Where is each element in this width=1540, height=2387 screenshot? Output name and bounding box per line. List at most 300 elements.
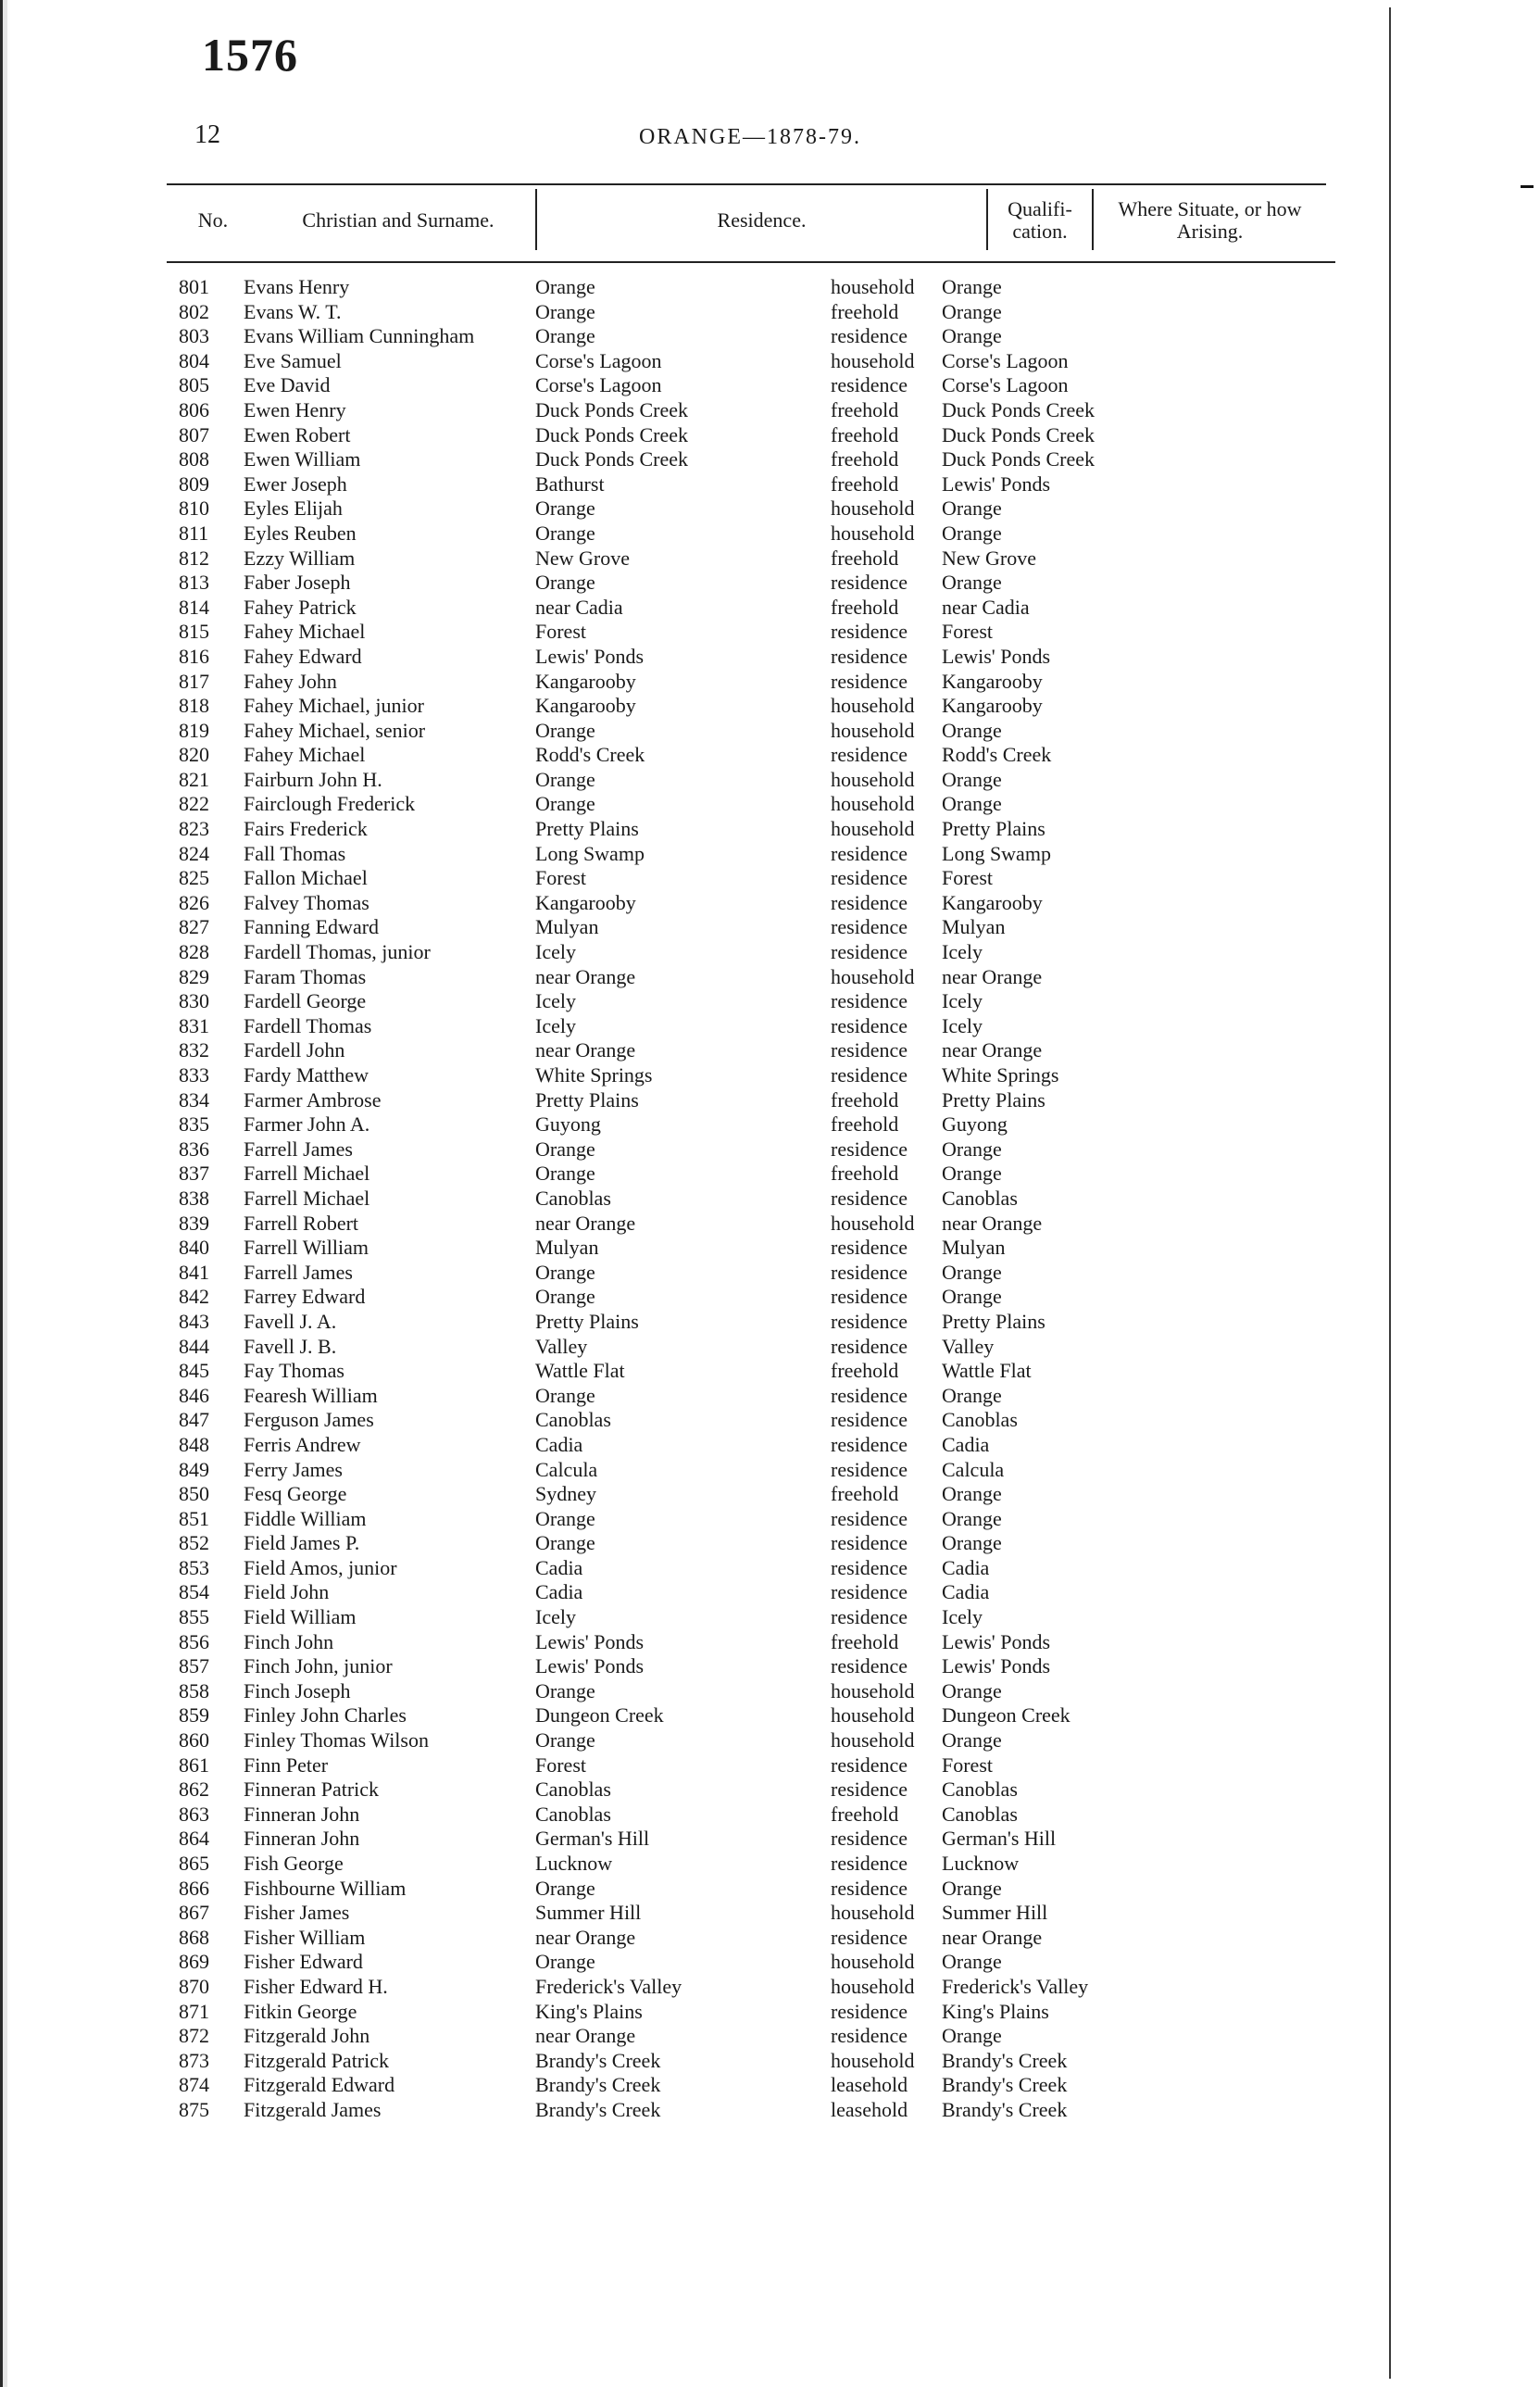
header-residence: Residence. xyxy=(717,208,807,232)
voter-name: Finch John, junior xyxy=(244,1654,393,1678)
voter-name: Fitkin George xyxy=(244,1999,357,2023)
voter-name: Faber Joseph xyxy=(244,571,351,595)
table-row xyxy=(0,2049,1389,2074)
header-qualification: Qualifi- cation. xyxy=(1008,197,1072,243)
table-row xyxy=(0,645,1389,670)
table-row xyxy=(0,373,1389,398)
where-situate: Pretty Plains xyxy=(942,1087,1045,1112)
residence: Lewis' Ponds xyxy=(535,644,645,668)
voter-name: Fardy Matthew xyxy=(244,1063,369,1087)
residence: Cadia xyxy=(535,1555,583,1579)
where-situate: Orange xyxy=(942,1728,1002,1753)
row-number: 859 xyxy=(179,1703,209,1727)
residence: near Orange xyxy=(535,1925,636,1949)
qualification: freehold xyxy=(831,1629,899,1653)
row-number: 846 xyxy=(179,1383,209,1407)
row-number: 858 xyxy=(179,1678,209,1702)
voter-name: Farrell Michael xyxy=(244,1162,370,1186)
voter-name: Fanning Edward xyxy=(244,915,380,939)
residence: Orange xyxy=(535,1728,595,1753)
qualification: residence xyxy=(831,620,908,644)
where-situate: Orange xyxy=(942,1137,1002,1161)
row-number: 814 xyxy=(179,595,209,619)
row-number: 817 xyxy=(179,669,209,693)
table-row xyxy=(0,1384,1389,1409)
table-row xyxy=(0,915,1389,940)
row-number: 852 xyxy=(179,1531,209,1555)
where-situate: Icely xyxy=(942,989,983,1013)
voter-name: Fahey Edward xyxy=(244,644,362,668)
where-situate: Orange xyxy=(942,275,1002,298)
header-where: Where Situate, or how Arising. xyxy=(1118,197,1302,243)
table-row xyxy=(0,275,1389,300)
table-row xyxy=(0,1310,1389,1335)
voter-name: Evans William Cunningham xyxy=(244,324,475,348)
table-row xyxy=(0,1630,1389,1655)
table-row xyxy=(0,1359,1389,1384)
qualification: household xyxy=(831,817,915,841)
row-number: 873 xyxy=(179,2048,209,2072)
where-situate: Dungeon Creek xyxy=(942,1703,1070,1727)
where-situate: Orange xyxy=(942,718,1002,742)
residence: near Orange xyxy=(535,1211,636,1235)
where-situate: Brandy's Creek xyxy=(942,2097,1068,2121)
row-number: 802 xyxy=(179,299,209,323)
residence: New Grove xyxy=(535,546,631,570)
row-number: 863 xyxy=(179,1802,209,1826)
residence: White Springs xyxy=(535,1063,653,1087)
row-number: 829 xyxy=(179,964,209,988)
residence: Orange xyxy=(535,767,595,791)
qualification: residence xyxy=(831,1580,908,1604)
residence: Forest xyxy=(535,866,586,890)
where-situate: Orange xyxy=(942,1482,1002,1506)
voter-name: Ewer Joseph xyxy=(244,471,347,496)
qualification: freehold xyxy=(831,471,899,496)
table-row xyxy=(0,1827,1389,1852)
where-situate: Orange xyxy=(942,299,1002,323)
row-number: 823 xyxy=(179,817,209,841)
table-row xyxy=(0,694,1389,719)
voter-name: Fall Thomas xyxy=(244,841,346,865)
qualification: residence xyxy=(831,1383,908,1407)
table-row xyxy=(0,1852,1389,1877)
residence: Cadia xyxy=(535,1580,583,1604)
row-number: 806 xyxy=(179,397,209,421)
voter-name: Farrell James xyxy=(244,1260,353,1284)
residence: Bathurst xyxy=(535,471,605,496)
voter-name: Eve David xyxy=(244,373,331,397)
residence: Orange xyxy=(535,299,595,323)
qualification: residence xyxy=(831,1334,908,1358)
residence: Corse's Lagoon xyxy=(535,373,662,397)
qualification: residence xyxy=(831,1013,908,1037)
voter-name: Ezzy William xyxy=(244,546,356,570)
row-number: 801 xyxy=(179,275,209,298)
electoral-roll-table xyxy=(0,275,1389,2123)
table-row xyxy=(0,719,1389,744)
table-row xyxy=(0,1063,1389,1088)
qualification: household xyxy=(831,1901,915,1925)
row-number: 854 xyxy=(179,1580,209,1604)
residence: King's Plains xyxy=(535,1999,643,2023)
where-situate: Kangarooby xyxy=(942,669,1043,693)
residence: Pretty Plains xyxy=(535,1309,639,1333)
qualification: leasehold xyxy=(831,2097,908,2121)
table-row xyxy=(0,596,1389,621)
row-number: 803 xyxy=(179,324,209,348)
row-number: 862 xyxy=(179,1778,209,1802)
row-number: 840 xyxy=(179,1236,209,1260)
table-row xyxy=(0,940,1389,965)
table-row xyxy=(0,1236,1389,1261)
residence: Calcula xyxy=(535,1457,598,1481)
residence: Orange xyxy=(535,1531,595,1555)
where-situate: Icely xyxy=(942,1605,983,1629)
qualification: freehold xyxy=(831,397,899,421)
qualification: residence xyxy=(831,1852,908,1875)
qualification: household xyxy=(831,1211,915,1235)
voter-name: Farrell Michael xyxy=(244,1186,370,1210)
row-number: 822 xyxy=(179,792,209,816)
residence: Dungeon Creek xyxy=(535,1703,664,1727)
qualification: freehold xyxy=(831,595,899,619)
qualification: freehold xyxy=(831,1112,899,1137)
row-number: 857 xyxy=(179,1654,209,1678)
voter-name: Field William xyxy=(244,1605,357,1629)
residence: Brandy's Creek xyxy=(535,2073,661,2097)
qualification: residence xyxy=(831,571,908,595)
row-number: 860 xyxy=(179,1728,209,1753)
voter-name: Finch Joseph xyxy=(244,1678,351,1702)
row-number: 812 xyxy=(179,546,209,570)
qualification: freehold xyxy=(831,546,899,570)
voter-name: Ewen Henry xyxy=(244,397,346,421)
table-row xyxy=(0,1679,1389,1704)
row-number: 856 xyxy=(179,1629,209,1653)
where-situate: Orange xyxy=(942,324,1002,348)
qualification: household xyxy=(831,1703,915,1727)
header-no: No. xyxy=(197,208,229,232)
residence: Canoblas xyxy=(535,1408,611,1432)
row-number: 818 xyxy=(179,694,209,718)
where-situate: Forest xyxy=(942,1753,993,1777)
voter-name: Farrell William xyxy=(244,1236,369,1260)
where-situate: Calcula xyxy=(942,1457,1005,1481)
table-row xyxy=(0,1507,1389,1532)
voter-name: Favell J. A. xyxy=(244,1309,337,1333)
qualification: residence xyxy=(831,373,908,397)
voter-name: Fahey Michael xyxy=(244,743,366,767)
residence: Duck Ponds Creek xyxy=(535,397,688,421)
where-situate: Orange xyxy=(942,792,1002,816)
where-situate: German's Hill xyxy=(942,1827,1057,1851)
residence: Forest xyxy=(535,620,586,644)
qualification: residence xyxy=(831,324,908,348)
qualification: household xyxy=(831,694,915,718)
table-row xyxy=(0,1482,1389,1507)
voter-name: Farmer John A. xyxy=(244,1112,370,1137)
row-number: 865 xyxy=(179,1852,209,1875)
where-situate: Orange xyxy=(942,1950,1002,1974)
voter-name: Field Amos, junior xyxy=(244,1555,397,1579)
where-situate: near Orange xyxy=(942,1925,1043,1949)
voter-name: Fairs Frederick xyxy=(244,817,368,841)
voter-name: Farrell James xyxy=(244,1137,353,1161)
row-number: 837 xyxy=(179,1162,209,1186)
qualification: leasehold xyxy=(831,2073,908,2097)
voter-name: Fisher Edward xyxy=(244,1950,363,1974)
row-number: 804 xyxy=(179,348,209,372)
voter-name: Field John xyxy=(244,1580,330,1604)
residence: Icely xyxy=(535,1605,576,1629)
table-row xyxy=(0,2000,1389,2025)
residence: near Orange xyxy=(535,1038,636,1062)
row-number: 824 xyxy=(179,841,209,865)
where-situate: Canoblas xyxy=(942,1186,1018,1210)
where-situate: Brandy's Creek xyxy=(942,2048,1068,2072)
table-row xyxy=(0,2073,1389,2098)
row-number: 844 xyxy=(179,1334,209,1358)
table-row xyxy=(0,1926,1389,1951)
table-row xyxy=(0,1088,1389,1113)
row-number: 810 xyxy=(179,496,209,521)
voter-name: Finley John Charles xyxy=(244,1703,407,1727)
qualification: residence xyxy=(831,890,908,914)
row-number: 827 xyxy=(179,915,209,939)
table-row xyxy=(0,1605,1389,1630)
where-situate: Icely xyxy=(942,1013,983,1037)
where-situate: Duck Ponds Creek xyxy=(942,397,1095,421)
table-row xyxy=(0,1901,1389,1926)
table-row xyxy=(0,1433,1389,1458)
residence: Orange xyxy=(535,324,595,348)
row-number: 836 xyxy=(179,1137,209,1161)
page-number: 12 xyxy=(194,120,220,149)
table-row xyxy=(0,1975,1389,2000)
qualification: household xyxy=(831,1728,915,1753)
residence: Orange xyxy=(535,1383,595,1407)
qualification: household xyxy=(831,348,915,372)
table-row xyxy=(0,1531,1389,1556)
residence: Brandy's Creek xyxy=(535,2097,661,2121)
qualification: household xyxy=(831,964,915,988)
voter-name: Fahey John xyxy=(244,669,337,693)
residence: Frederick's Valley xyxy=(535,1974,682,1998)
row-number: 835 xyxy=(179,1112,209,1137)
voter-name: Fallon Michael xyxy=(244,866,368,890)
where-situate: Guyong xyxy=(942,1112,1008,1137)
row-number: 807 xyxy=(179,422,209,446)
voter-name: Fardell Thomas, junior xyxy=(244,940,431,964)
voter-name: Finneran Patrick xyxy=(244,1778,380,1802)
voter-name: Fairburn John H. xyxy=(244,767,382,791)
table-row xyxy=(0,817,1389,842)
residence: Orange xyxy=(535,792,595,816)
residence: Icely xyxy=(535,940,576,964)
residence: Mulyan xyxy=(535,915,599,939)
row-number: 870 xyxy=(179,1974,209,1998)
voter-name: Eyles Elijah xyxy=(244,496,343,521)
table-row xyxy=(0,2098,1389,2123)
voter-name: Evans Henry xyxy=(244,275,350,298)
row-number: 830 xyxy=(179,989,209,1013)
row-number: 832 xyxy=(179,1038,209,1062)
where-situate: Orange xyxy=(942,1285,1002,1309)
where-situate: Corse's Lagoon xyxy=(942,373,1069,397)
row-number: 820 xyxy=(179,743,209,767)
voter-name: Fisher Edward H. xyxy=(244,1974,388,1998)
table-row xyxy=(0,670,1389,695)
voter-name: Ewen Robert xyxy=(244,422,351,446)
table-row xyxy=(0,1112,1389,1137)
where-situate: Rodd's Creek xyxy=(942,743,1052,767)
voter-name: Farrell Robert xyxy=(244,1211,359,1235)
voter-name: Finley Thomas Wilson xyxy=(244,1728,429,1753)
page-stamp-number: 1576 xyxy=(202,29,298,81)
qualification: residence xyxy=(831,989,908,1013)
where-situate: Orange xyxy=(942,2024,1002,2048)
residence: Orange xyxy=(535,275,595,298)
residence: Sydney xyxy=(535,1482,596,1506)
voter-name: Faram Thomas xyxy=(244,964,367,988)
where-situate: Orange xyxy=(942,1506,1002,1530)
voter-name: Fahey Michael, senior xyxy=(244,718,426,742)
qualification: residence xyxy=(831,1432,908,1456)
row-number: 851 xyxy=(179,1506,209,1530)
qualification: residence xyxy=(831,1605,908,1629)
qualification: residence xyxy=(831,940,908,964)
qualification: freehold xyxy=(831,1359,899,1383)
residence: Orange xyxy=(535,1876,595,1900)
voter-name: Eve Samuel xyxy=(244,348,342,372)
qualification: residence xyxy=(831,1408,908,1432)
residence: near Orange xyxy=(535,2024,636,2048)
row-number: 831 xyxy=(179,1013,209,1037)
voter-name: Fairclough Frederick xyxy=(244,792,416,816)
residence: Icely xyxy=(535,1013,576,1037)
residence: Orange xyxy=(535,1162,595,1186)
row-number: 816 xyxy=(179,644,209,668)
qualification: freehold xyxy=(831,1802,899,1826)
table-row xyxy=(0,989,1389,1014)
where-situate: Duck Ponds Creek xyxy=(942,447,1095,471)
table-row xyxy=(0,1728,1389,1753)
voter-name: Favell J. B. xyxy=(244,1334,337,1358)
qualification: residence xyxy=(831,1925,908,1949)
where-situate: Orange xyxy=(942,1260,1002,1284)
where-situate: near Orange xyxy=(942,1038,1043,1062)
qualification: freehold xyxy=(831,1162,899,1186)
where-situate: Mulyan xyxy=(942,1236,1006,1260)
residence: Pretty Plains xyxy=(535,1087,639,1112)
row-number: 853 xyxy=(179,1555,209,1579)
table-row xyxy=(0,891,1389,916)
voter-name: Field James P. xyxy=(244,1531,360,1555)
residence: Orange xyxy=(535,571,595,595)
qualification: residence xyxy=(831,1753,908,1777)
where-situate: Orange xyxy=(942,1678,1002,1702)
qualification: household xyxy=(831,1678,915,1702)
residence: Lewis' Ponds xyxy=(535,1629,645,1653)
table-row xyxy=(0,1803,1389,1828)
where-situate: Orange xyxy=(942,1383,1002,1407)
qualification: freehold xyxy=(831,447,899,471)
row-number: 866 xyxy=(179,1876,209,1900)
qualification: residence xyxy=(831,1531,908,1555)
voter-name: Fardell George xyxy=(244,989,367,1013)
table-row xyxy=(0,1212,1389,1237)
residence: Orange xyxy=(535,1285,595,1309)
qualification: residence xyxy=(831,2024,908,2048)
where-situate: Lewis' Ponds xyxy=(942,471,1051,496)
where-situate: Forest xyxy=(942,866,993,890)
row-number: 874 xyxy=(179,2073,209,2097)
voter-name: Fearesh William xyxy=(244,1383,378,1407)
qualification: freehold xyxy=(831,1087,899,1112)
where-situate: Canoblas xyxy=(942,1408,1018,1432)
row-number: 839 xyxy=(179,1211,209,1235)
voter-name: Fisher William xyxy=(244,1925,366,1949)
voter-name: Farmer Ambrose xyxy=(244,1087,382,1112)
table-row xyxy=(0,398,1389,423)
row-number: 843 xyxy=(179,1309,209,1333)
voter-name: Finneran John xyxy=(244,1827,360,1851)
residence: German's Hill xyxy=(535,1827,650,1851)
voter-name: Fardell John xyxy=(244,1038,345,1062)
residence: Orange xyxy=(535,718,595,742)
table-row xyxy=(0,1408,1389,1433)
qualification: residence xyxy=(831,866,908,890)
row-number: 834 xyxy=(179,1087,209,1112)
row-number: 871 xyxy=(179,1999,209,2023)
voter-name: Finn Peter xyxy=(244,1753,329,1777)
qualification: residence xyxy=(831,1876,908,1900)
qualification: residence xyxy=(831,1186,908,1210)
residence: near Orange xyxy=(535,964,636,988)
margin-mark xyxy=(1521,185,1534,188)
table-row xyxy=(0,324,1389,349)
qualification: freehold xyxy=(831,422,899,446)
table-row xyxy=(0,496,1389,521)
table-row xyxy=(0,1162,1389,1187)
row-number: 808 xyxy=(179,447,209,471)
qualification: residence xyxy=(831,1309,908,1333)
residence: Wattle Flat xyxy=(535,1359,625,1383)
voter-name: Farrey Edward xyxy=(244,1285,366,1309)
where-situate: Pretty Plains xyxy=(942,817,1045,841)
qualification: residence xyxy=(831,1827,908,1851)
row-number: 826 xyxy=(179,890,209,914)
row-number: 842 xyxy=(179,1285,209,1309)
where-situate: near Orange xyxy=(942,1211,1043,1235)
where-situate: Orange xyxy=(942,1162,1002,1186)
row-number: 838 xyxy=(179,1186,209,1210)
where-situate: Orange xyxy=(942,571,1002,595)
where-situate: Canoblas xyxy=(942,1778,1018,1802)
residence: Kangarooby xyxy=(535,694,636,718)
where-situate: Cadia xyxy=(942,1555,990,1579)
table-row xyxy=(0,2024,1389,2049)
qualification: household xyxy=(831,792,915,816)
table-row xyxy=(0,965,1389,990)
qualification: residence xyxy=(831,1555,908,1579)
where-situate: Cadia xyxy=(942,1432,990,1456)
residence: Lucknow xyxy=(535,1852,613,1875)
row-number: 864 xyxy=(179,1827,209,1851)
where-situate: Kangarooby xyxy=(942,694,1043,718)
row-number: 811 xyxy=(179,521,209,545)
